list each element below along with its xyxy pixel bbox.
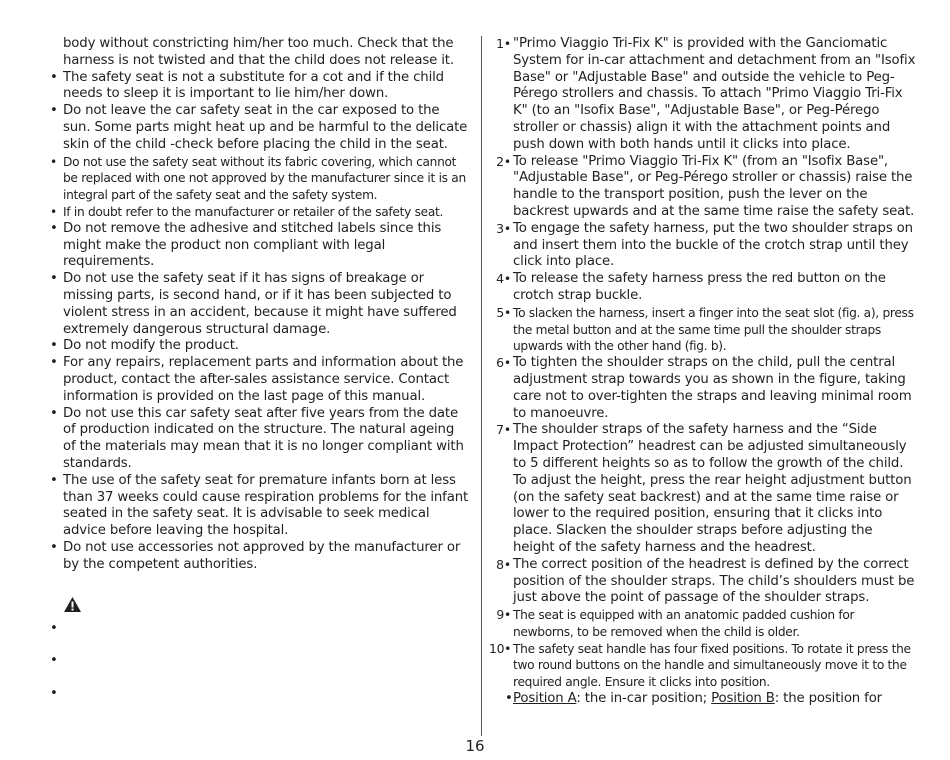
step-bullet: •: [503, 36, 511, 51]
bullet: •: [50, 103, 58, 119]
warning-item-text: For any repairs, replacement parts and information about the product, contact the after-sales assistance service. Contact information is provided on the last page of this manual.: [63, 355, 464, 404]
warning-item: [50, 540, 470, 574]
warning-item-text: If in doubt refer to the manufacturer or retailer of the safety seat.: [63, 204, 444, 219]
warning-item-text: Do not use the safety seat without its fabric covering, which cannot be replaced with one not approved by the manufacturer since it is an integral part of the safety seat and the safety system.: [63, 154, 466, 203]
step-number: [489, 154, 511, 171]
bullet: •: [50, 405, 58, 421]
continuation-text: body without constricting him/her too much. Check that the harness is not twisted and that the child does not release it.: [63, 36, 454, 68]
bullet: •: [50, 620, 58, 636]
bullet: •: [50, 271, 58, 287]
instruction-step: [491, 641, 916, 691]
warning-item-text: Do not use the safety seat if it has signs of breakage or missing parts, is second hand, or if it has been subjected to violent stress in an accident, because it might have suffered extremely dangerous structural damage.: [63, 271, 457, 337]
empty-bullet-item: [50, 653, 470, 670]
bullet: •: [50, 653, 58, 669]
bullet: •: [50, 220, 58, 236]
instruction-step: [491, 557, 916, 607]
step-text: To engage the safety harness, put the two shoulder straps on and insert them into the buckle of the crotch strap until they click into place.: [513, 220, 913, 270]
warning-item: [50, 406, 470, 473]
step-number-value: 1: [496, 36, 504, 51]
bullet: •: [50, 686, 58, 702]
step-number-value: 4: [496, 271, 504, 287]
step-text: The correct position of the headrest is defined by the correct position of the shoulder straps. The child’s shoulders must be just above the point of passage of the shoulder straps.: [513, 556, 915, 606]
step-number: [489, 607, 511, 624]
warning-item: [50, 473, 470, 540]
instruction-steps: [491, 36, 916, 691]
position-b-label: Position B: [711, 691, 775, 707]
step-text: "Primo Viaggio Tri-Fix K" is provided with the Ganciomatic System for in-car attachment and detachment from an "Isofix Base" or "Adjustable Base" and outside the vehicle to Peg-Pérego strollers and chassis. To attach "Primo Viaggio Tri-Fix K" (to an "Isofix Base", "Adjustable Base", or Peg-Pérego stroller or chassis) align it with the attachment points and push down with both hands until it clicks into place.: [513, 36, 916, 152]
step-number: [489, 36, 511, 53]
warning-item: [50, 271, 470, 338]
step-bullet: •: [503, 304, 511, 320]
step-number: [489, 305, 511, 322]
warning-item-text: The use of the safety seat for premature infants born at less than 37 weeks could cause respiration problems for the infant seated in the safety seat. It is advisable to seek medical advice before leaving the hospital.: [63, 472, 469, 539]
step-number-value: 3: [496, 220, 504, 236]
warning-item: [50, 204, 470, 221]
step-text: To tighten the shoulder straps on the child, pull the central adjustment strap towards you as shown in the figure, taking care not to over-tighten the straps and leaving minimal room to manoeuvre.: [513, 355, 912, 421]
step-bullet: •: [503, 556, 511, 572]
step-number-value: 2: [496, 153, 504, 169]
instruction-step: [491, 305, 916, 355]
step-bullet: •: [503, 220, 511, 236]
warning-item: [50, 154, 470, 204]
step-text: To release "Primo Viaggio Tri-Fix K" (from an "Isofix Base", "Adjustable Base", or Peg-Pérego stroller or chassis) raise the handle to the transport position, push the lever on the backrest upwards and at the same time raise the safety seat.: [513, 153, 915, 219]
step-bullet: •: [503, 153, 511, 169]
instruction-step: [491, 355, 916, 422]
step-number-value: 10: [489, 640, 505, 656]
step-number-value: 7: [496, 422, 504, 438]
step-bullet: •: [503, 607, 511, 623]
column-divider: [481, 36, 482, 736]
warning-section: [63, 596, 470, 613]
step-number: [489, 221, 511, 238]
warning-list: [50, 70, 470, 574]
empty-bullet-list: [50, 621, 470, 703]
warning-item: [50, 355, 470, 405]
empty-bullet-item: [50, 621, 470, 638]
bullet: •: [50, 539, 58, 555]
step-number: [489, 557, 511, 574]
empty-bullet-item: [50, 686, 470, 703]
step-text: To slacken the harness, insert a finger into the seat slot (fig. a), press the metal button and at the same time pull the shoulder straps upwards with the other hand (fig. b).: [513, 305, 914, 354]
bullet: •: [50, 355, 58, 371]
step-number-value: 6: [496, 355, 504, 371]
position-sub-bullet: [491, 691, 916, 708]
step-number-value: 5: [496, 304, 504, 320]
position-a-text: : the in-car position;: [576, 691, 712, 707]
warning-item-text: Do not remove the adhesive and stitched labels since this might make the product non compliant with legal requirements.: [63, 220, 442, 270]
bullet: •: [505, 691, 513, 707]
position-b-text: : the position for: [774, 691, 882, 707]
right-column: [491, 36, 916, 708]
instruction-step: [491, 607, 916, 641]
step-number: [489, 271, 511, 288]
bullet: •: [50, 69, 58, 85]
step-text: The safety seat handle has four fixed positions. To rotate it press the two round buttons on the handle and simultaneously move it to the required angle. Ensure it clicks into position.: [513, 641, 911, 690]
step-text: To release the safety harness press the red button on the crotch strap buckle.: [513, 271, 886, 303]
step-text: The seat is equipped with an anatomic padded cushion for newborns, to be removed when the child is older.: [513, 608, 855, 639]
step-number-value: 9: [496, 607, 504, 623]
instruction-step: [491, 154, 916, 221]
left-column: [50, 36, 470, 719]
bullet: •: [50, 204, 57, 219]
bullet: •: [50, 154, 57, 169]
warning-item: [50, 103, 470, 153]
step-bullet: •: [504, 640, 512, 656]
bullet: •: [50, 472, 58, 488]
step-number: [489, 641, 511, 658]
step-number: [489, 355, 511, 372]
step-bullet: •: [503, 422, 511, 438]
warning-item: [50, 338, 470, 355]
warning-item: [50, 221, 470, 271]
warning-item-text: Do not leave the car safety seat in the car exposed to the sun. Some parts might heat up and be harmful to the delicate skin of the child -check before placing the child in the seat.: [63, 103, 468, 152]
step-text: The shoulder straps of the safety harness and the “Side Impact Protection” headrest can be adjusted simultaneously to 5 different heights so as to follow the growth of the child. To adjust the height, press the rear height adjustment button (on the safety seat backrest) and at the same time raise or lower to the required position, ensuring that it clicks into place. Slacken the shoulder straps before adjusting the height of the safety harness and the headrest.: [513, 422, 912, 555]
instruction-step: [491, 221, 916, 271]
instruction-step: [491, 422, 916, 556]
warning-item-text: Do not use accessories not approved by the manufacturer or by the competent authorities.: [63, 539, 461, 572]
warning-item-text: Do not use this car safety seat after five years from the date of production indicated on the structure. The natural ageing of the materials may mean that it is no longer compliant with standards.: [63, 405, 464, 471]
instruction-step: [491, 271, 916, 305]
bullet: •: [50, 338, 58, 354]
warning-item-text: The safety seat is not a substitute for a cot and if the child needs to sleep it is important to lie him/her down.: [63, 69, 444, 102]
step-number-value: 8: [496, 556, 504, 572]
step-number: [489, 422, 511, 439]
page-number: 16: [465, 737, 485, 755]
warning-item: [50, 70, 470, 104]
warning-triangle-icon: [63, 596, 82, 613]
instruction-step: [491, 36, 916, 154]
step-bullet: •: [503, 355, 511, 371]
warning-item-text: Do not modify the product.: [63, 338, 239, 354]
step-bullet: •: [503, 271, 511, 287]
position-a-label: Position A: [513, 691, 577, 707]
